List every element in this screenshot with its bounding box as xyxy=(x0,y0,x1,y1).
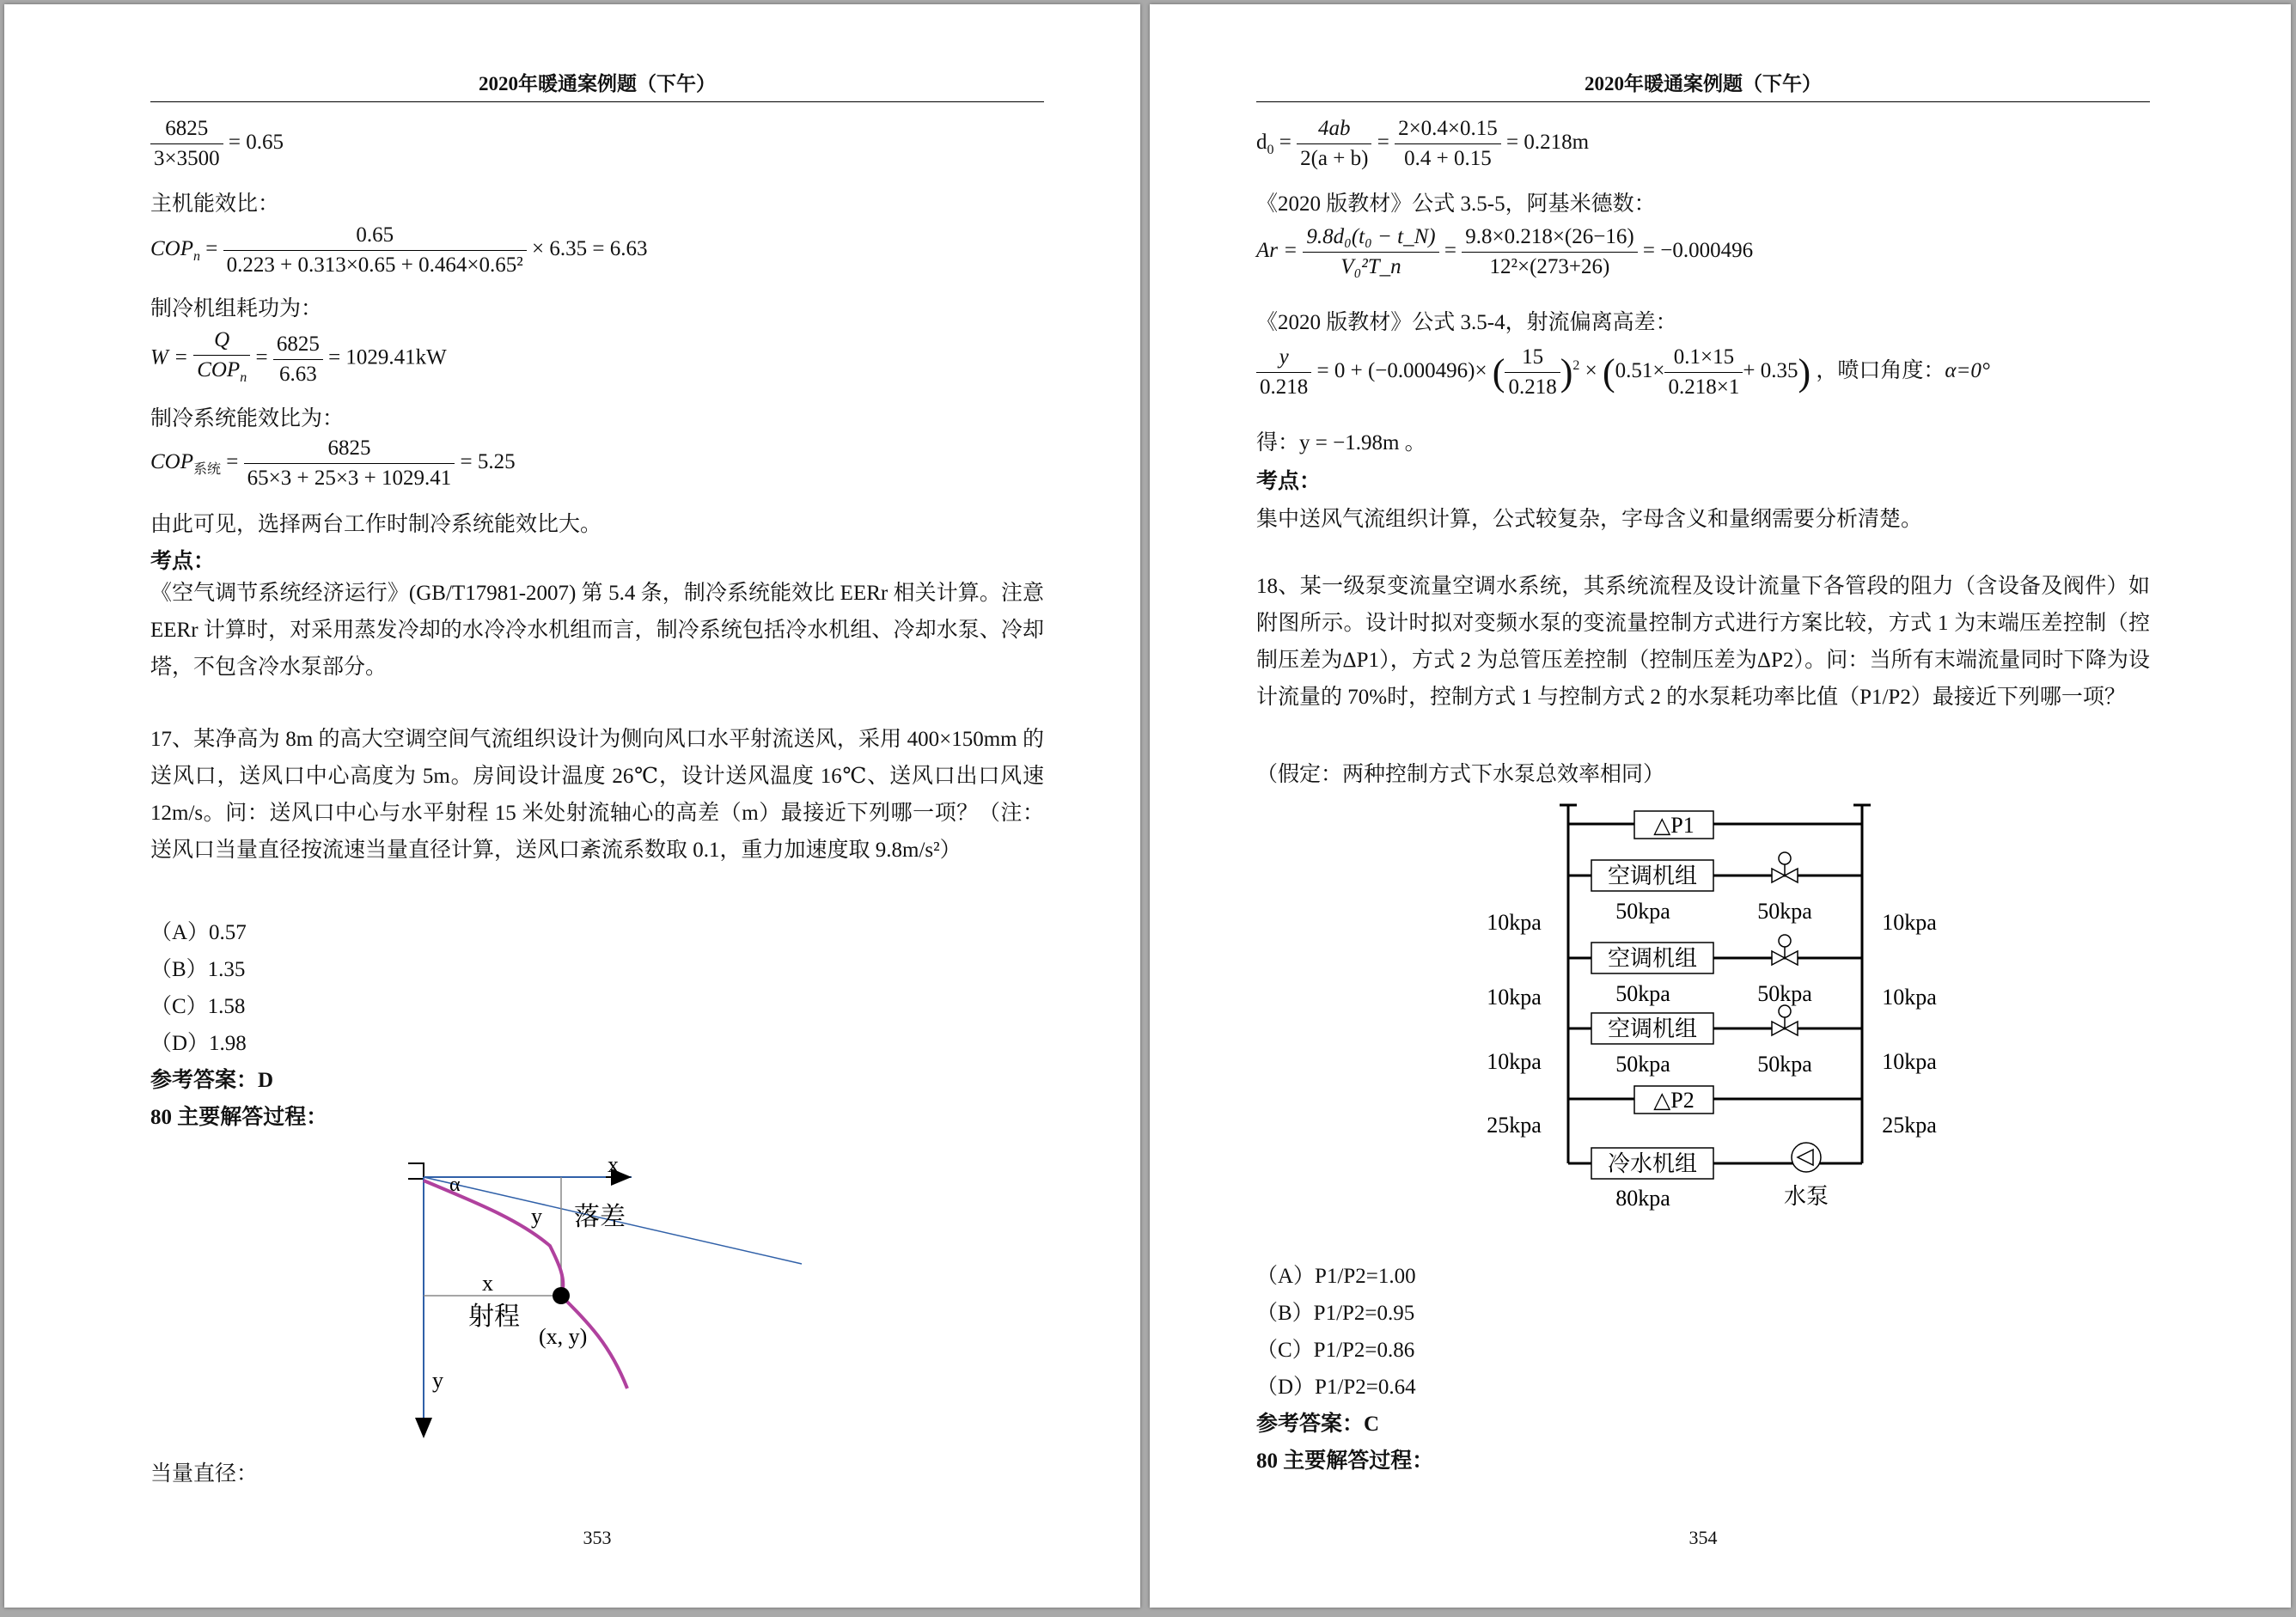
jet-trajectory-diagram xyxy=(408,1151,803,1443)
page-header: 2020年暖通案例题（下午） xyxy=(1256,68,2150,102)
option-c: （C）1.58 xyxy=(150,995,246,1018)
formula-cop-n: $COP_n$ = $\frac{0.65}{\text{0.223 + 0.313×0.65 + 0.464×0.65²}}$ × 6.35 = 6.63 xyxy=(150,221,647,280)
label-y-axis: y xyxy=(432,1368,443,1393)
label-shecheng: 射程 xyxy=(468,1303,520,1331)
option-c: （C）P1/P2=0.86 xyxy=(1256,1339,1415,1362)
label-chiller-resistance: 80kpa xyxy=(1615,1186,1670,1211)
page-353 xyxy=(4,4,1140,1608)
page-header: 2020年暖通案例题（下午） xyxy=(150,68,1044,102)
formula-archimedes: Ar = $\frac{\text{9.8d₀(t₀ − t\_N)}}{\text{V₀²T\_n}}$ = $\frac{9.8\times 0.218\times(26-16)}{\text{12²×(273+26)}}$ = −0.000496 xyxy=(1256,223,1753,282)
formula-power: W = $\frac{Q}{COP_n}$ = $\frac{6825}{6.63}$ = 1029.41kW xyxy=(150,326,447,393)
question-18: 18、某一级泵变流量空调水系统，其系统流程及设计流量下各管段的阻力（含设备及阀件）如附图所示。设计时拟对变频水泵的变流量控制方式进行方案比较，方式 1 为末端压差控制（控制压差为ΔP1），方式 2 为总管压差控制（控制压差为ΔP2）。问：当所有末端流量同时下降为设计流量的 70%时，控制方式 1 与控制方式 2 的水泵耗功率比值（P1/P2）最接近下列哪一项？ xyxy=(1256,575,2150,709)
label-right-segment-3: 10kpa xyxy=(1882,1049,1937,1074)
solution-title: 80 主要解答过程： xyxy=(150,1106,328,1129)
option-a: （A）0.57 xyxy=(150,921,247,944)
label-left-segment-2: 10kpa xyxy=(1487,985,1542,1010)
label-right-segment-1: 10kpa xyxy=(1882,910,1937,935)
option-b: （B）P1/P2=0.95 xyxy=(1256,1302,1415,1325)
text-line: 主机能效比： xyxy=(150,192,280,216)
page-number: 354 xyxy=(1688,1527,1718,1548)
assumption-text: （假定：两种控制方式下水泵总效率相同） xyxy=(1256,763,1665,786)
kaodian-text: 集中送风气流组织计算，公式较复杂，字母含义和量纲需要分析清楚。 xyxy=(1256,508,1923,531)
label-pump: 水泵 xyxy=(1783,1184,1829,1209)
kaodian-text: 《空气调节系统经济运行》(GB/T17981-2007) 第 5.4 条，制冷系统能效比 EERr 相关计算。注意 EERr 计算时，对采用蒸发冷却的水冷冷水机组而言，制冷系统包括冷水机组、冷却水泵、冷却塔，不包含冷水泵部分。 xyxy=(150,582,1044,679)
page-354 xyxy=(1150,4,2291,1608)
label-ahu: 空调机组 xyxy=(1607,1016,1698,1041)
valve-icon xyxy=(1772,935,1798,965)
label-left-segment-1: 10kpa xyxy=(1487,910,1542,935)
pump-icon xyxy=(1792,1143,1821,1172)
option-d: （D）P1/P2=0.64 xyxy=(1256,1376,1416,1399)
formula-jet-deviation: $\frac{y}{0.218}$ = 0 + (−0.000496)× ( $\frac{15}{0.218}$ )$^2$ × (0.51× $\frac{0.1\times 15}{0.218\times 1}$ + 0.35) ，喷口角度：α=0° xyxy=(1256,343,1990,402)
label-luocha: 落差 xyxy=(574,1203,626,1231)
option-b: （B）1.35 xyxy=(150,958,246,981)
label-left-segment-3: 10kpa xyxy=(1487,1049,1542,1074)
formula-load-ratio: $\frac{6825}{3\times 3500}$ = 0.65 xyxy=(150,114,284,174)
option-a: （A）P1/P2=1.00 xyxy=(1256,1265,1416,1288)
label-right-segment-2: 10kpa xyxy=(1882,985,1937,1010)
label-x: x xyxy=(608,1152,619,1177)
formula-equivalent-diameter: $d_0$ = $\frac{4ab}{2(a + b)}$ = $\frac{2\times 0.4\times 0.15}{0.4 + 0.15}$ = 0.218m xyxy=(1256,114,1589,174)
text-line: 《2020 版教材》公式 3.5-4，射流偏离高差： xyxy=(1256,311,1677,334)
point-xy xyxy=(553,1287,570,1304)
valve-icon xyxy=(1772,852,1798,882)
label-alpha: α xyxy=(449,1174,461,1196)
text-line: 制冷机组耗功为： xyxy=(150,297,323,320)
option-d: （D）1.98 xyxy=(150,1032,247,1055)
formula-cop-system: $COP_{系统}$ = $\frac{6825}{65\times 3 + 25\times 3 + 1029.41}$ = 5.25 xyxy=(150,434,516,493)
label-ahu: 空调机组 xyxy=(1607,863,1698,888)
label-p1: △P1 xyxy=(1653,813,1695,838)
water-system-diagram xyxy=(1471,798,1952,1219)
air-outlet-shape xyxy=(408,1163,424,1179)
label-ahu: 空调机组 xyxy=(1607,946,1698,971)
text-line: 制冷系统能效比为： xyxy=(150,407,345,430)
label-p2: △P2 xyxy=(1653,1088,1695,1113)
text-line: 由此可见，选择两台工作时制冷系统能效比大。 xyxy=(150,513,602,536)
label-ahu2-resistance: 50kpa xyxy=(1615,981,1670,1006)
reference-answer: 参考答案：C xyxy=(1256,1413,1380,1436)
label-ahu3-resistance: 50kpa xyxy=(1615,1052,1670,1077)
label-valve1-resistance: 50kpa xyxy=(1757,899,1812,924)
label-left-segment-4: 25kpa xyxy=(1487,1113,1542,1138)
label-y: y xyxy=(531,1204,542,1229)
reference-answer: 参考答案：D xyxy=(150,1069,274,1092)
label-chiller: 冷水机组 xyxy=(1607,1151,1698,1176)
label-x2: x xyxy=(482,1271,493,1296)
label-right-segment-4: 25kpa xyxy=(1882,1113,1937,1138)
section-title-kaodian: 考点： xyxy=(1256,470,1322,493)
text-line: 得：y = −1.98m 。 xyxy=(1256,431,1426,455)
solution-title: 80 主要解答过程： xyxy=(1256,1449,1434,1473)
label-ahu1-resistance: 50kpa xyxy=(1615,899,1670,924)
text-line: 《2020 版教材》公式 3.5-5，阿基米德数： xyxy=(1256,192,1656,216)
label-valve3-resistance: 50kpa xyxy=(1757,1052,1812,1077)
label-valve2-resistance: 50kpa xyxy=(1757,981,1812,1006)
section-title-kaodian: 考点： xyxy=(150,550,216,573)
label-point: (x, y) xyxy=(539,1324,588,1349)
valve-icon xyxy=(1772,1005,1798,1035)
text-line: 当量直径： xyxy=(150,1462,259,1486)
page-number: 353 xyxy=(583,1527,612,1548)
question-17: 17、某净高为 8m 的高大空调空间气流组织设计为侧向风口水平射流送风，采用 400×150mm 的送风口，送风口中心高度为 5m。房间设计温度 26℃，设计送风温度 16℃、送风口出口风速 12m/s。问：送风口中心与水平射程 15 米处射流轴心的高差（m）最接近下列哪一项？（注：送风口当量直径按流速当量直径计算，送风口紊流系数取 0.1，重力加速度取 9.8m/s²） xyxy=(150,728,1044,862)
